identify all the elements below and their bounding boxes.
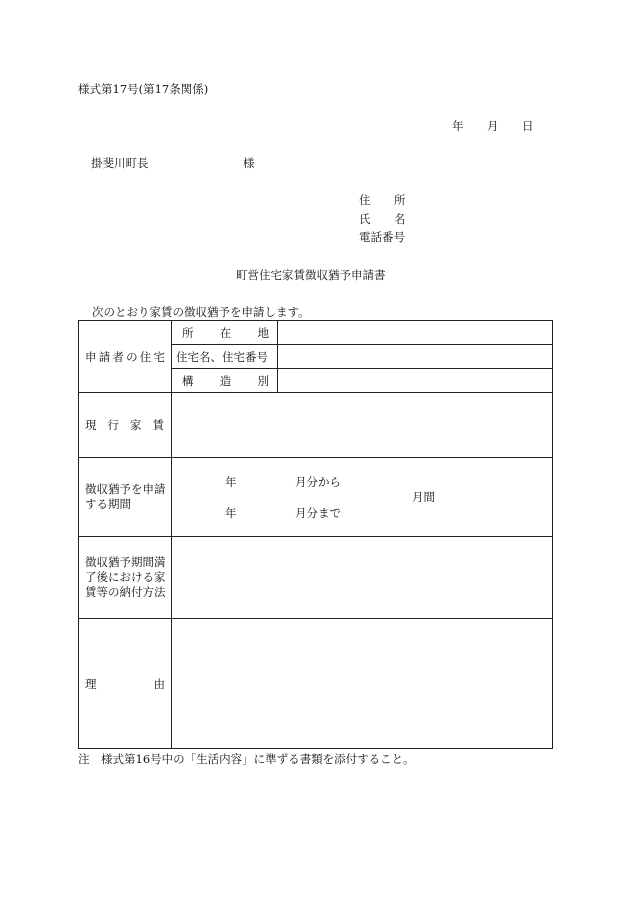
current-rent-value[interactable] xyxy=(172,393,553,458)
location-label-cell: 所 在 地 xyxy=(172,321,278,345)
name-label-2: 名 xyxy=(394,212,406,226)
period-to: 月分まで xyxy=(295,506,341,520)
period-year-2: 年 xyxy=(225,506,237,520)
reason-value[interactable] xyxy=(172,619,553,749)
name-label-1: 氏 xyxy=(359,212,371,226)
attachment-note: 注 様式第16号中の「生活内容」に準ずる書類を添付すること。 xyxy=(78,752,415,766)
intro-text: 次のとおり家賃の徴収猶予を申請します。 xyxy=(92,305,310,319)
date-day-label: 日 xyxy=(522,119,534,133)
period-from: 月分から xyxy=(295,475,341,489)
date-month-label: 月 xyxy=(487,119,499,133)
structure-value[interactable] xyxy=(278,369,553,393)
addressee: 掛斐川町長 xyxy=(91,156,149,170)
form-number: 様式第17号(第17条関係) xyxy=(78,82,209,96)
period-value[interactable] xyxy=(172,458,553,537)
address-label-1: 住 xyxy=(359,193,371,207)
location-value[interactable] xyxy=(278,321,553,345)
period-label-cell: 徴収猶予を申請 する期間 xyxy=(79,458,172,537)
current-rent-label-cell: 現 行 家 賃 xyxy=(79,393,172,458)
reason-label-cell: 理 由 xyxy=(79,619,172,749)
residence-label-cell: 申 請 者 の 住 宅 xyxy=(79,321,172,393)
document-title: 町営住宅家賃徴収猶予申請書 xyxy=(236,268,386,282)
payment-method-value[interactable] xyxy=(172,537,553,619)
payment-method-label-cell: 徴収猶予期間満 了後における家 賃等の納付方法 xyxy=(79,537,172,619)
structure-label-cell: 構 造 別 xyxy=(172,369,278,393)
phone-label: 電話番号 xyxy=(359,230,405,244)
period-months: 月間 xyxy=(412,490,435,504)
housing-name-label-cell: 住宅名、住宅番号 xyxy=(172,345,278,369)
addressee-suffix: 様 xyxy=(243,156,255,170)
housing-name-value[interactable] xyxy=(278,345,553,369)
application-table xyxy=(78,320,553,749)
address-label-2: 所 xyxy=(394,193,406,207)
date-year-label: 年 xyxy=(452,119,464,133)
period-year-1: 年 xyxy=(225,475,237,489)
